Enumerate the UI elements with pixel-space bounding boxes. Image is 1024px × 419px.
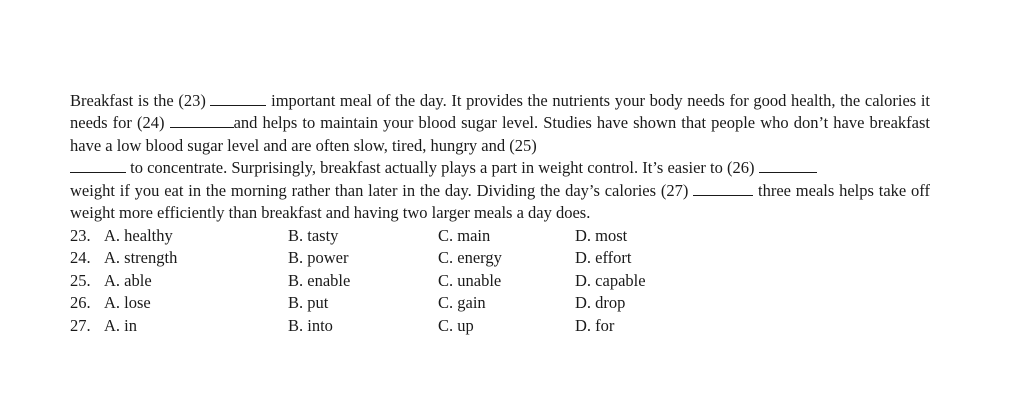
question-row-27 xyxy=(70,315,770,337)
option-a: A. lose xyxy=(104,293,151,313)
question-number: 27. xyxy=(70,315,91,335)
option-c: C. energy xyxy=(438,248,502,268)
option-b: B. tasty xyxy=(288,226,339,245)
option-d: D. drop xyxy=(575,293,626,313)
question-number: 26. xyxy=(70,293,91,313)
question-row-25 xyxy=(70,270,770,292)
option-c: C. up xyxy=(438,315,474,335)
question-row-23 xyxy=(70,225,770,247)
option-a: A. able xyxy=(104,270,152,290)
option-a: A. in xyxy=(104,315,137,335)
blank-25-line xyxy=(70,157,930,179)
question-number: 24. xyxy=(70,248,91,268)
option-b: B. enable xyxy=(288,270,351,290)
option-a: A. healthy xyxy=(104,226,173,245)
option-d: D. capable xyxy=(575,270,646,290)
answer-options xyxy=(70,225,770,337)
passage-text-6: three meals helps take off weight more efficiently than breakfast and having two larger meals a day does. xyxy=(70,180,930,223)
blank-23 xyxy=(210,91,266,106)
option-b: B. power xyxy=(288,248,349,268)
passage-text-3: and helps to maintain your blood sugar level. Studies have shown that people who don’t have breakfast have a low blood sugar level and are often slow, tired, hungry and (25) xyxy=(70,113,931,155)
passage-text-2: important meal of the day. It provides the nutrients your body needs for good health, the calories it needs for (24) xyxy=(70,91,931,133)
option-a: A. strength xyxy=(104,248,178,268)
blank-24 xyxy=(170,113,234,128)
question-number: 23. xyxy=(70,226,91,245)
question-number: 25. xyxy=(70,270,91,290)
option-c: C. unable xyxy=(438,270,502,290)
passage-text-4: to concentrate. Surprisingly, breakfast actually plays a part in weight control. It’s easier to (26) xyxy=(130,158,755,178)
question-row-26 xyxy=(70,292,770,314)
passage-text-5: weight if you eat in the morning rather than later in the day. Dividing the day’s calories (27) xyxy=(70,180,689,200)
blank-27 xyxy=(693,181,753,196)
option-d: D. effort xyxy=(575,248,632,268)
passage-text-1: Breakfast is the (23) xyxy=(70,91,206,110)
option-c: C. gain xyxy=(438,293,486,313)
blank-26 xyxy=(759,158,817,173)
option-c: C. main xyxy=(438,226,491,245)
question-row-24 xyxy=(70,247,770,269)
option-b: B. put xyxy=(288,293,329,313)
reading-passage xyxy=(70,90,930,224)
option-d: D. most xyxy=(575,226,628,245)
blank-25 xyxy=(70,158,126,173)
option-b: B. into xyxy=(288,315,333,335)
option-d: D. for xyxy=(575,315,615,335)
